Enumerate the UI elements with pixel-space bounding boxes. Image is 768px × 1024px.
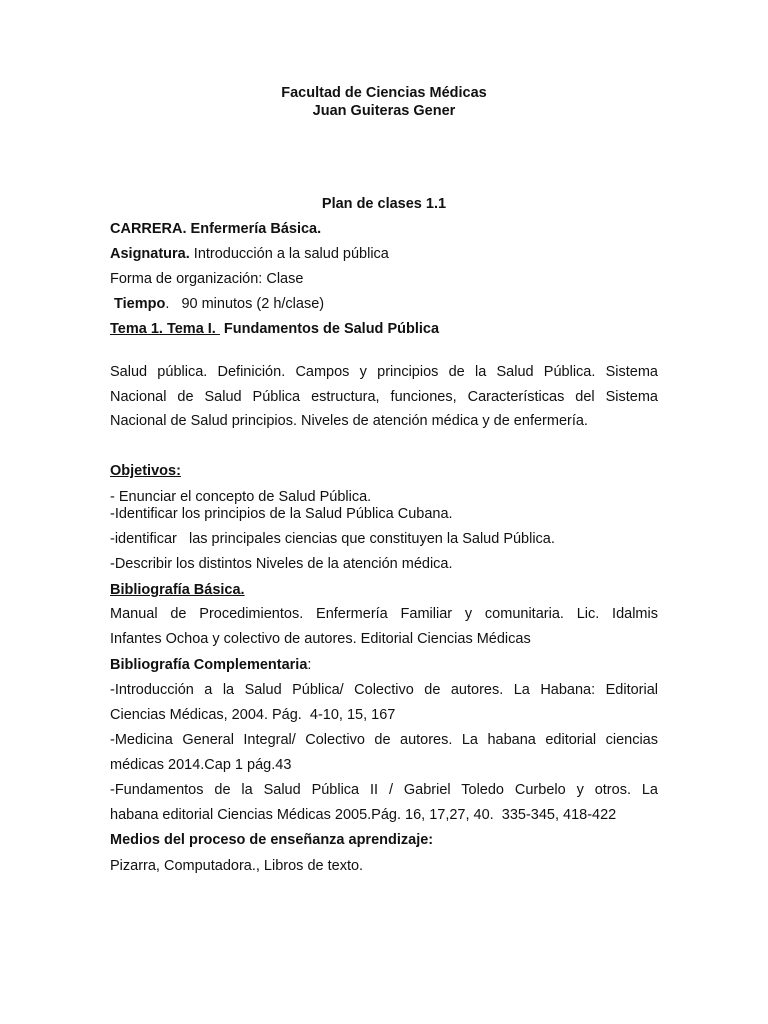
tiempo-line [110, 295, 658, 313]
bibliografia-complementaria-line-6: habana editorial Ciencias Médicas 2005.Pág. 16, 17,27, 40. 335-345, 418-422 [110, 807, 617, 823]
bibliografia-basica-heading: Bibliografía Básica. [110, 582, 245, 598]
medios-value: Pizarra, Computadora., Libros de texto. [110, 858, 364, 874]
tema-line [110, 320, 658, 338]
faculty-title: Facultad de Ciencias Médicas [281, 85, 487, 101]
content-line-3: Nacional de Salud principios. Niveles de atención médica y de enfermería. [110, 413, 588, 429]
bibliografia-complementaria-heading: Bibliografía Complementaria [110, 657, 308, 673]
carrera-line: CARRERA. Enfermería Básica. [110, 221, 322, 237]
content-line-1: Salud pública. Definición. Campos y principios de la Salud Pública. Sistema [110, 364, 658, 380]
bibliografia-basica-line-2: Infantes Ochoa y colectivo de autores. Editorial Ciencias Médicas [110, 631, 531, 647]
content-line-2: Nacional de Salud Pública estructura, funciones, Características del Sistema [110, 389, 658, 405]
tema-value: Fundamentos de Salud Pública [219, 321, 440, 337]
plan-title: Plan de clases 1.1 [321, 196, 447, 212]
objetivo-item-3: -identificar las principales ciencias que constituyen la Salud Pública. [110, 531, 555, 547]
objetivos-heading: Objetivos: [110, 463, 181, 479]
bibliografia-complementaria-line-2: Ciencias Médicas, 2004. Pág. 4-10, 15, 167 [110, 707, 396, 723]
bibliografia-basica-line-1: Manual de Procedimientos. Enfermería Familiar y comunitaria. Lic. Idalmis [110, 606, 658, 622]
bibliografia-complementaria-line-3: -Medicina General Integral/ Colectivo de autores. La habana editorial ciencias [110, 732, 658, 748]
bibliografia-complementaria-line-5: -Fundamentos de la Salud Pública II / Gabriel Toledo Curbelo y otros. La [110, 782, 658, 798]
objetivo-item-4: -Describir los distintos Niveles de la atención médica. [110, 556, 453, 572]
objetivo-item-2: -Identificar los principios de la Salud Pública Cubana. [110, 506, 453, 522]
tiempo-label: Tiempo [110, 296, 166, 312]
tiempo-value: . 90 minutos (2 h/clase) [165, 296, 325, 312]
institution-name: Juan Guiteras Gener [312, 103, 456, 119]
asignatura-line [110, 245, 658, 263]
tema-label: Tema 1. Tema I. [110, 321, 220, 337]
asignatura-label: Asignatura. [110, 246, 190, 262]
asignatura-value: Introducción a la salud pública [189, 246, 389, 262]
heading-colon: : [307, 657, 312, 673]
medios-heading: Medios del proceso de enseñanza aprendizaje: [110, 832, 434, 848]
bibliografia-complementaria-heading-line [110, 656, 658, 674]
bibliografia-complementaria-line-1: -Introducción a la Salud Pública/ Colectivo de autores. La Habana: Editorial [110, 682, 658, 698]
objetivo-item-1: - Enunciar el concepto de Salud Pública. [110, 489, 372, 505]
bibliografia-complementaria-line-4: médicas 2014.Cap 1 pág.43 [110, 757, 292, 773]
forma-line: Forma de organización: Clase [110, 271, 304, 287]
